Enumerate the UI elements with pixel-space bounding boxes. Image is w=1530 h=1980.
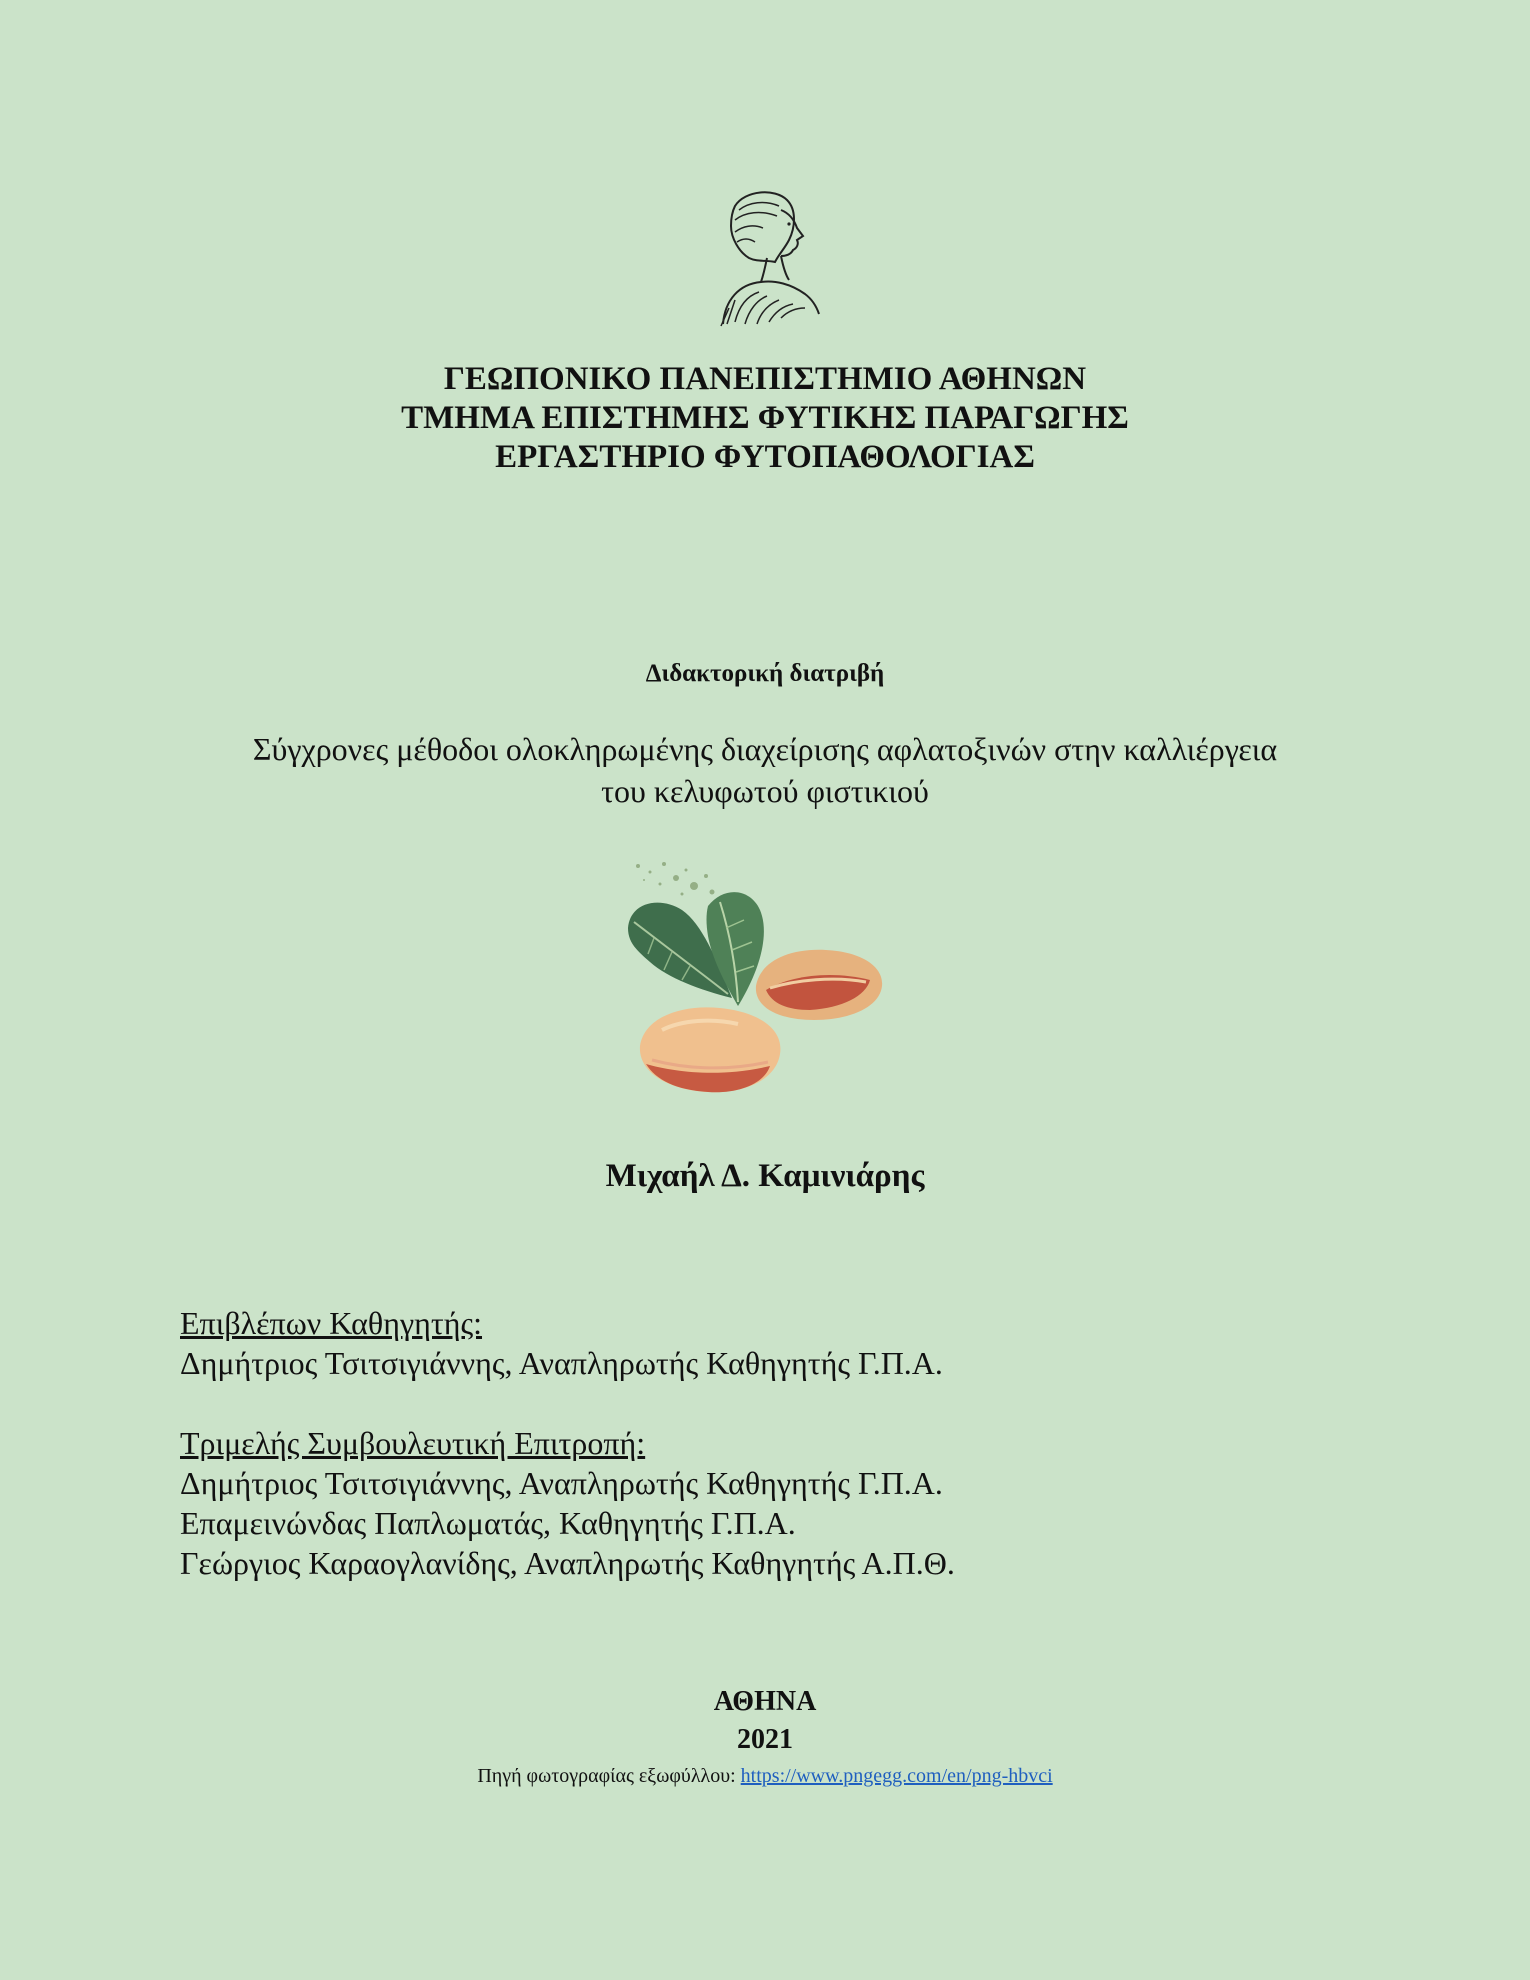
city-name: ΑΘΗΝΑ — [713, 1686, 817, 1717]
photo-credit — [0, 1761, 1530, 1791]
thesis-title — [0, 728, 1530, 812]
committee-member: Επαμεινώνδας Παπλωματάς, Καθηγητής Γ.Π.Α. — [180, 1505, 796, 1541]
department-name: ΤΜΗΜΑ ΕΠΙΣΤΗΜΗΣ ΦΥΤΙΚΗΣ ΠΑΡΑΓΩΓΗΣ — [401, 400, 1129, 436]
athena-profile-emblem-icon — [705, 188, 825, 328]
document-type: Διδακτορική διατριβή — [645, 660, 885, 687]
university-name: ΓΕΩΠΟΝΙΚΟ ΠΑΝΕΠΙΣΤΗΜΙΟ ΑΘΗΝΩΝ — [443, 361, 1087, 397]
cover-illustration — [620, 858, 910, 1108]
photo-credit-link[interactable]: https://www.pngegg.com/en/png-hbvci — [740, 1765, 1053, 1787]
author-name: Μιχαήλ Δ. Καμινιάρης — [605, 1158, 925, 1194]
university-emblem — [705, 188, 825, 328]
thesis-title-line: Σύγχρονες μέθοδοι ολοκληρωμένης διαχείρισης αφλατοξινών στην καλλιέργεια — [252, 731, 1278, 767]
committee-member: Γεώργιος Καραογλανίδης, Αναπληρωτής Καθηγητής Α.Π.Θ. — [180, 1545, 955, 1581]
thesis-title-line: του κελυφωτού φιστικιού — [601, 773, 929, 809]
pistachio-illustration-icon — [620, 858, 910, 1108]
laboratory-name: ΕΡΓΑΣΤΗΡΙΟ ΦΥΤΟΠΑΘΟΛΟΓΙΑΣ — [495, 439, 1035, 475]
section-spacer — [180, 1383, 1380, 1423]
supervisor-heading: Επιβλέπων Καθηγητής: — [180, 1305, 483, 1341]
institution-header — [0, 360, 1530, 477]
committee-heading: Τριμελής Συμβουλευτική Επιτροπή: — [180, 1425, 646, 1461]
committee-section — [180, 1303, 1380, 1583]
committee-member: Δημήτριος Τσιτσιγιάννης, Αναπληρωτής Καθηγητής Γ.Π.Α. — [180, 1465, 943, 1501]
supervisor-name: Δημήτριος Τσιτσιγιάννης, Αναπληρωτής Καθηγητής Γ.Π.Α. — [180, 1345, 943, 1381]
cover-footer — [0, 1683, 1530, 1791]
publication-year: 2021 — [737, 1724, 793, 1755]
photo-credit-label: Πηγή φωτογραφίας εξωφύλλου: — [477, 1765, 736, 1787]
